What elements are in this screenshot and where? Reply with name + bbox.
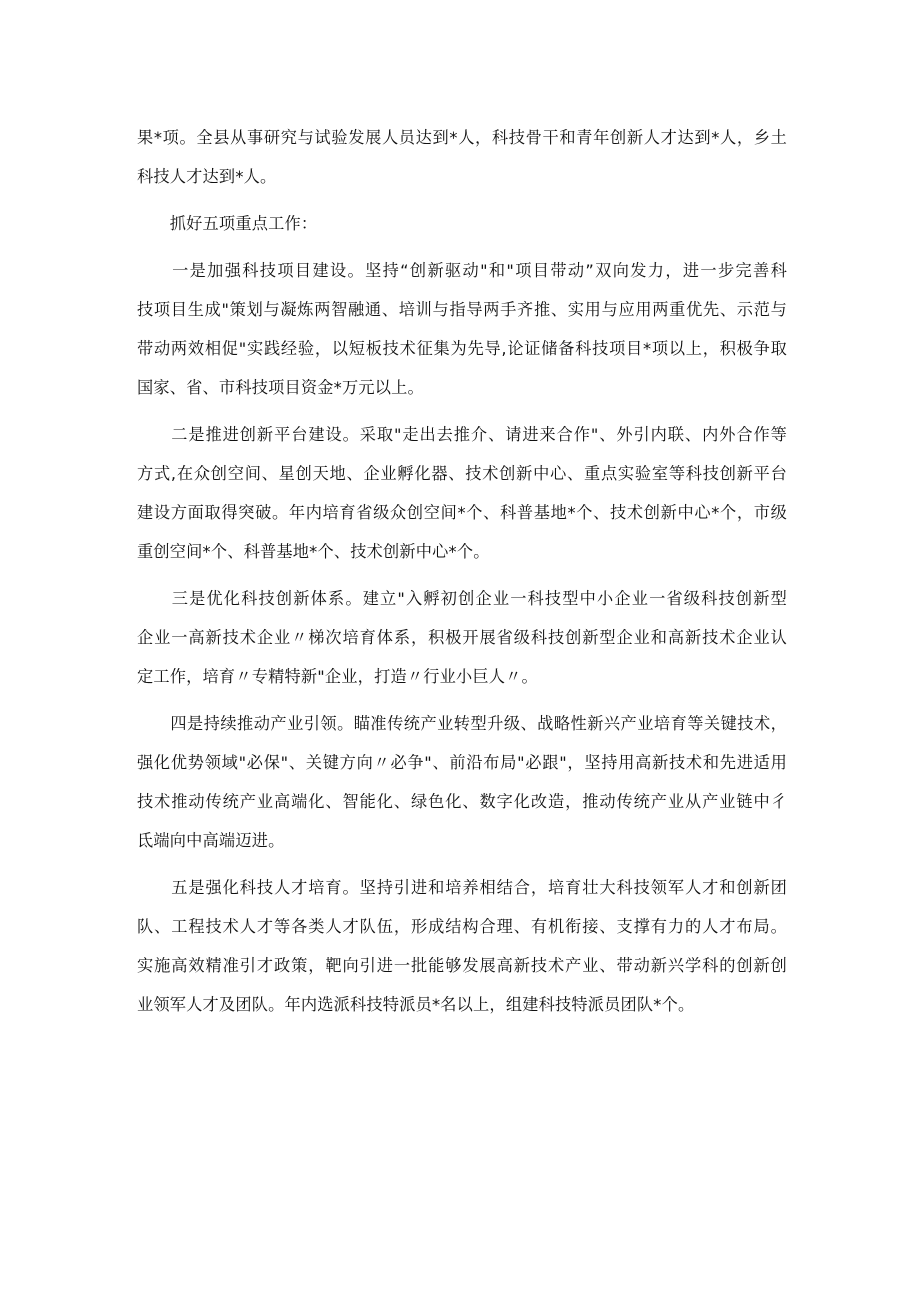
text-line: 实施高效精准引才政策，靶向引进一批能够发展高新技术产业、带动新兴学科的创新创 — [137, 956, 787, 975]
paragraph-item-5 — [137, 868, 787, 1024]
text-line: 方式,在众创空间、星创天地、企业孵化器、技术创新中心、重点实验室等科技创新平台 — [137, 464, 787, 483]
text-line: 技术推动传统产业高端化、智能化、绿色化、数字化改造，推动传统产业从产业链中彳 — [137, 792, 787, 811]
text-line: 重创空间*个、科普基地*个、技术创新中心*个。 — [137, 542, 490, 561]
paragraph-summary — [137, 118, 787, 196]
text-line: 强化优势领域"必保"、关键方向〃必争"、前沿布局"必跟"，坚持用高新技术和先进适用 — [137, 753, 787, 772]
text-line: 企业一高新技术企业〃梯次培育体系，积极开展省级科技创新型企业和高新技术企业认 — [137, 628, 787, 647]
text-line: 技项目生成"策划与凝炼两智融通、培训与指导两手齐推、实用与应用两重优先、示范与 — [137, 300, 787, 319]
text-line: 科技人才达到*人。 — [137, 167, 277, 186]
text-line: 一是加强科技项目建设。坚持“创新驱动"和"项目带动”双向发力，进一步完善科 — [137, 261, 787, 280]
text-line: 抓好五项重点工作： — [137, 214, 318, 233]
text-line: 三是优化科技创新体系。建立"入孵初创企业一科技型中小企业一省级科技创新型 — [137, 589, 787, 608]
text-line: 带动两效相促"实践经验，以短板技术征集为先导,论证储备科技项目*项以上，积极争取 — [137, 339, 787, 358]
text-line: 队、工程技术人才等各类人才队伍，形成结构合理、有机衔接、支撑有力的人才布局。 — [137, 917, 787, 936]
text-line: 氐端向中高端迈进。 — [137, 831, 285, 850]
paragraph-item-4 — [137, 704, 787, 860]
text-line: 建设方面取得突破。年内培育省级众创空间*个、科普基地*个、技术创新中心*个，市级 — [137, 503, 787, 522]
paragraph-item-2 — [137, 415, 787, 571]
text-line: 定工作，培育〃专精特新"企业，打造〃行业小巨人〃。 — [137, 667, 538, 686]
text-line: 四是持续推动产业引领。瞄准传统产业转型升级、战略性新兴产业培育等关键技术， — [137, 714, 787, 733]
text-line: 五是强化科技人才培育。坚持引进和培养相结合，培育壮大科技领军人才和创新团 — [137, 878, 787, 897]
document-page — [137, 118, 787, 1032]
text-line: 二是推进创新平台建设。采取"走出去推介、请进来合作"、外引内联、内外合作等 — [137, 425, 787, 444]
text-line: 果*项。全县从事研究与试验发展人员达到*人，科技骨干和青年创新人才达到*人，乡土 — [137, 128, 787, 147]
text-line: 国家、省、市科技项目资金*万元以上。 — [137, 378, 424, 397]
paragraph-heading — [137, 204, 787, 243]
paragraph-item-1 — [137, 251, 787, 407]
paragraph-item-3 — [137, 579, 787, 696]
text-line: 业领军人才及团队。年内选派科技特派员*名以上，组建科技特派员团队*个。 — [137, 995, 695, 1014]
